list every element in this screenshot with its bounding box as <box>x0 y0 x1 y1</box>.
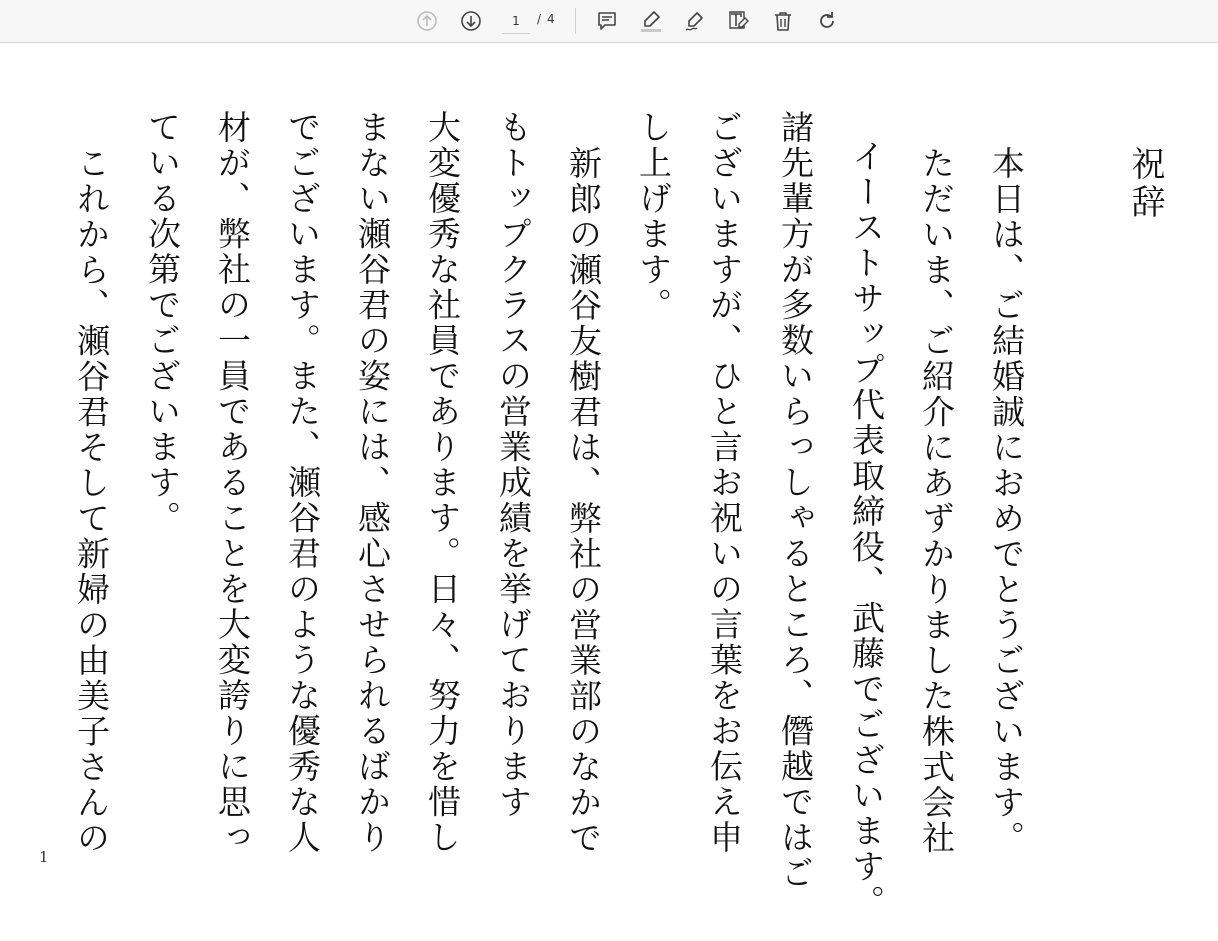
page-number: 1 <box>39 848 49 866</box>
text-column: ございますが、ひと言お祝いの言葉をお伝え申 <box>705 110 744 856</box>
text-column: ている次第でございます。 <box>143 110 182 536</box>
redo-icon <box>816 10 838 32</box>
text-edit-button[interactable] <box>724 6 754 36</box>
text-column: まない瀬谷君の姿には、感心させられるばかり <box>353 110 392 856</box>
draw-icon <box>683 9 707 33</box>
highlight-icon <box>639 9 663 33</box>
page-number-input[interactable] <box>502 8 530 34</box>
toolbar-divider <box>575 8 576 34</box>
trash-icon <box>772 10 794 32</box>
page-total: 4 <box>547 12 555 26</box>
text-column: 本日は、ご結婚誠におめでとうございます。 <box>987 146 1026 856</box>
page-separator: / <box>537 12 542 26</box>
next-page-icon <box>460 10 482 32</box>
text-column: 諸先輩方が多数いらっしゃるところ、僭越ではご <box>776 110 815 891</box>
text-column: これから、瀬谷君そして新婦の由美子さんの <box>72 146 111 856</box>
text-column: し上げます。 <box>634 110 673 323</box>
text-column: 大変優秀な社員であります。日々、努力を惜し <box>423 110 462 856</box>
text-column: でございます。また、瀬谷君のような優秀な人 <box>283 110 322 856</box>
text-edit-icon <box>727 9 751 33</box>
highlight-button[interactable] <box>636 6 666 36</box>
document-title: 祝辞 <box>1125 146 1165 222</box>
delete-button[interactable] <box>768 6 798 36</box>
comment-button[interactable] <box>592 6 622 36</box>
document-page <box>0 44 1218 941</box>
redo-button[interactable] <box>812 6 842 36</box>
text-column: 新郎の瀬谷友樹君は、弊社の営業部のなかで <box>564 146 603 856</box>
previous-page-button[interactable] <box>412 6 442 36</box>
next-page-button[interactable] <box>456 6 486 36</box>
draw-button[interactable] <box>680 6 710 36</box>
pdf-toolbar <box>0 0 1218 43</box>
text-column: イーストサップ代表取締役、武藤でございます。 <box>847 139 886 920</box>
text-column: ただいま、ご紹介にあずかりました株式会社 <box>917 146 956 856</box>
previous-page-icon <box>416 10 438 32</box>
comment-icon <box>596 10 618 32</box>
text-column: もトップクラスの営業成績を挙げております <box>494 110 533 820</box>
text-column: 材が、弊社の一員であることを大変誇りに思っ <box>213 110 252 856</box>
